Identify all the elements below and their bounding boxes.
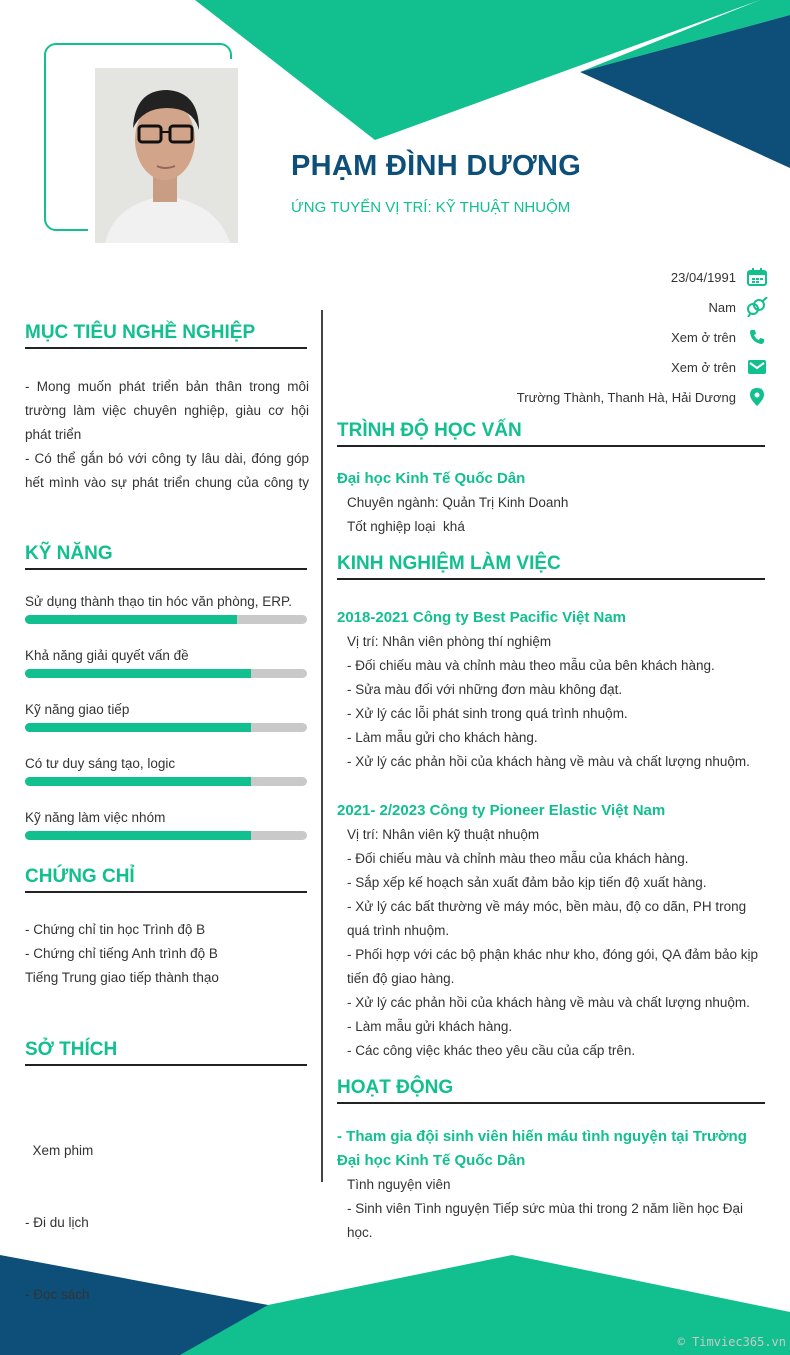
job-line: - Đối chiếu màu và chỉnh màu theo mẫu của khách hàng. <box>347 851 689 866</box>
section-rule <box>337 578 765 580</box>
objective-line: - Có thể gắn bó với công ty lâu dài, đóng góp <box>25 451 309 466</box>
hobby-item: Xem phim <box>25 1143 94 1158</box>
skill-bar <box>25 777 307 786</box>
phone-icon <box>746 327 768 347</box>
skills-title: KỸ NĂNG <box>25 543 113 564</box>
section-rule <box>25 347 307 349</box>
contact-email <box>308 357 768 377</box>
education-title: TRÌNH ĐỘ HỌC VẤN <box>337 420 522 441</box>
section-rule <box>25 568 307 570</box>
job-line: - Sắp xếp kế hoạch sản xuất đảm bảo kịp tiến độ xuất hàng. <box>347 875 707 890</box>
skill-label: Khả năng giải quyết vấn đề <box>25 648 189 663</box>
certificate-item: - Chứng chỉ tiếng Anh trình độ B <box>25 946 218 961</box>
skill-label: Kỹ năng giao tiếp <box>25 702 130 717</box>
skill-bar-fill <box>25 831 251 840</box>
job-line: - Xử lý các phản hồi của khách hàng về màu và chất lượng nhuộm. <box>347 754 750 769</box>
certificate-item: Tiếng Trung giao tiếp thành thạo <box>25 970 219 985</box>
job-line: Vị trí: Nhân viên phòng thí nghiệm <box>347 634 552 649</box>
activity-heading: - Tham gia đội sinh viên hiến máu tình nguyện tại Trường <box>337 1128 747 1145</box>
objective-text <box>25 375 309 495</box>
hobby-item: - Đọc sách <box>25 1287 90 1302</box>
contact-birthdate <box>308 267 768 287</box>
gender-icon <box>746 297 768 317</box>
job-line: - Đối chiếu màu và chỉnh màu theo mẫu của bên khách hàng. <box>347 658 715 673</box>
contact-gender <box>308 297 768 317</box>
location-icon <box>746 387 768 407</box>
contact-value: Xem ở trên <box>671 359 736 375</box>
job-line: - Xử lý các bất thường về máy móc, bền màu, độ co dãn, PH trong <box>347 899 747 914</box>
column-divider <box>321 310 323 1182</box>
skill-label: Kỹ năng làm việc nhóm <box>25 810 166 825</box>
contact-value: Xem ở trên <box>671 329 736 345</box>
section-rule <box>25 891 307 893</box>
watermark: © Timviec365.vn <box>677 1335 786 1349</box>
certificates-title: CHỨNG CHỈ <box>25 866 135 887</box>
skill-bar <box>25 831 307 840</box>
hobby-item: - Đi du lịch <box>25 1215 89 1230</box>
education-line: Chuyên ngành: Quản Trị Kinh Doanh <box>347 495 569 510</box>
contact-address <box>308 387 768 407</box>
activity-heading: Đại học Kinh Tế Quốc Dân <box>337 1152 526 1169</box>
skill-bar-fill <box>25 615 237 624</box>
experience-title: KINH NGHIỆM LÀM VIỆC <box>337 553 561 574</box>
job-line: - Xử lý các phản hồi của khách hàng về màu và chất lượng nhuộm. <box>347 995 750 1010</box>
job-line: - Phối hợp với các bộ phận khác như kho, đóng gói, QA đảm bảo kịp <box>347 947 758 962</box>
objective-title: MỤC TIÊU NGHỀ NGHIỆP <box>25 322 256 343</box>
skill-bar-fill <box>25 669 251 678</box>
avatar <box>95 68 238 243</box>
objective-line: phát triển <box>25 427 82 442</box>
job-line: quá trình nhuộm. <box>347 923 450 938</box>
contact-phone <box>308 327 768 347</box>
job-line: - Các công việc khác theo yêu cầu của cấp trên. <box>347 1043 636 1058</box>
skill-bar <box>25 615 307 624</box>
skill-bar-fill <box>25 723 251 732</box>
section-rule <box>337 1102 765 1104</box>
contact-value: Trường Thành, Thanh Hà, Hải Dương <box>516 389 736 405</box>
job-heading: 2018-2021 Công ty Best Pacific Việt Nam <box>337 609 627 626</box>
skill-bar <box>25 669 307 678</box>
job-line: - Sửa màu đối với những đơn màu không đạt. <box>347 682 623 697</box>
job-line: Vị trí: Nhân viên kỹ thuật nhuộm <box>347 827 540 842</box>
job-line: - Làm mẫu gửi khách hàng. <box>347 1019 513 1034</box>
objective-line: - Mong muốn phát triển bản thân trong môi <box>25 379 309 394</box>
objective-line: trường làm việc chuyên nghiệp, giàu cơ hội <box>25 403 309 418</box>
skill-bar-fill <box>25 777 251 786</box>
activity-line: Tình nguyện viên <box>347 1177 451 1192</box>
candidate-name: PHẠM ĐÌNH DƯƠNG <box>291 150 582 182</box>
job-line: tiến độ giao hàng. <box>347 971 455 986</box>
certificates-list <box>25 918 219 990</box>
hobbies-list <box>25 1091 93 1331</box>
activity-line: học. <box>347 1225 373 1240</box>
section-rule <box>25 1064 307 1066</box>
job-line: - Làm mẫu gửi cho khách hàng. <box>347 730 538 745</box>
job-heading: 2021- 2/2023 Công ty Pioneer Elastic Việt Nam <box>337 802 666 819</box>
calendar-icon <box>746 267 768 287</box>
contact-value: Nam <box>708 299 736 315</box>
section-rule <box>337 445 765 447</box>
skill-label: Có tư duy sáng tạo, logic <box>25 756 176 771</box>
email-icon <box>746 357 768 377</box>
skill-label: Sử dụng thành thạo tin hóc văn phòng, ERP. <box>25 594 292 609</box>
job-line: - Xử lý các lỗi phát sinh trong quá trình nhuộm. <box>347 706 628 721</box>
hobbies-title: SỞ THÍCH <box>25 1039 118 1060</box>
certificate-item: - Chứng chỉ tin học Trình độ B <box>25 922 206 937</box>
school-name: Đại học Kinh Tế Quốc Dân <box>337 470 526 487</box>
activity-line: - Sinh viên Tình nguyện Tiếp sức mùa thi trong 2 năm liền học Đại <box>347 1201 744 1216</box>
contact-value: 23/04/1991 <box>670 269 736 285</box>
skill-bar <box>25 723 307 732</box>
activities-title: HOẠT ĐỘNG <box>337 1077 454 1098</box>
education-line: Tốt nghiệp loại khá <box>347 519 465 534</box>
objective-line: hết mình vào sự phát triển chung của công ty <box>25 475 309 490</box>
applied-position: ỨNG TUYỂN VỊ TRÍ: KỸ THUẬT NHUỘM <box>291 199 571 216</box>
